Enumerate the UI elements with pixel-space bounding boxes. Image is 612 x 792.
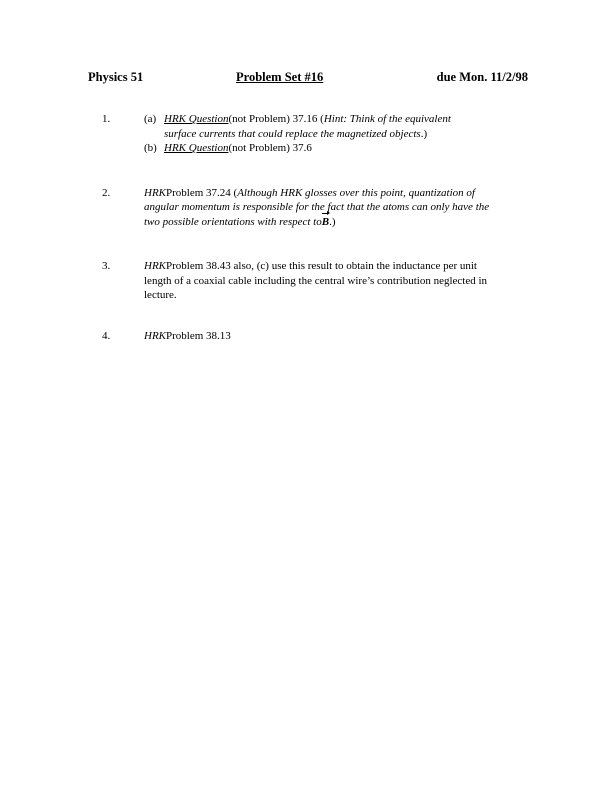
item-line-3	[144, 215, 536, 230]
item-body	[144, 329, 536, 344]
hint-label: Hint: Think of the equivalent	[323, 113, 451, 125]
due-date: due Mon. 11/2/98	[436, 70, 528, 84]
sub-label-b: (b)	[144, 142, 157, 154]
list-item	[88, 186, 536, 230]
note-closing: .)	[329, 215, 336, 228]
magnetic-field-vector-symbol: B	[322, 215, 329, 230]
sub-a-text: (not Problem) 37.16 (	[228, 113, 324, 125]
problem-text-1: Problem 38.43 also, (c) use this result to obtain the inductance per unit	[166, 260, 477, 272]
problem-text-3: lecture.	[144, 289, 177, 301]
item-number: 1.	[102, 113, 111, 125]
item-line-2	[144, 200, 536, 215]
hint-continuation: surface currents that could replace the magnetized objects	[164, 127, 421, 140]
note-line-1: Although HRK glosses over this point, quantization of	[237, 186, 475, 199]
source-label: HRK	[144, 186, 166, 199]
source-label-b: HRK Question	[164, 142, 229, 154]
item-number: 2.	[102, 186, 111, 199]
sub-b-text: (not Problem) 37.6	[228, 142, 312, 154]
problem-list	[88, 112, 536, 369]
note-line-2: angular momentum is responsible for the fact that the atoms can only have the	[144, 201, 490, 213]
item-sub-a-cont	[144, 127, 536, 142]
item-line-1	[144, 186, 536, 201]
source-label: HRK	[144, 329, 166, 342]
list-item	[88, 259, 536, 303]
document-header	[88, 70, 528, 88]
item-line-2	[144, 274, 536, 289]
item-body	[144, 259, 536, 303]
list-item	[88, 329, 536, 344]
source-label: HRK	[144, 260, 166, 272]
sub-label-a: (a)	[144, 113, 157, 125]
item-sub-b	[144, 141, 536, 156]
item-line-1	[144, 259, 536, 274]
item-line-1	[144, 329, 536, 344]
course-name: Physics 51	[88, 70, 144, 84]
problem-text: Problem 38.13	[166, 329, 231, 342]
item-sub-a	[144, 112, 536, 127]
item-body	[144, 112, 536, 156]
item-number: 4.	[102, 329, 111, 342]
item-body	[144, 186, 536, 230]
note-line-3: two possible orientations with respect to	[144, 215, 322, 228]
item-number: 3.	[102, 260, 111, 272]
problem-ref: Problem 37.24 (	[166, 186, 238, 199]
list-item	[88, 112, 536, 156]
source-label-a: HRK Question	[164, 113, 229, 125]
problem-text-2: length of a coaxial cable including the central wire’s contribution neglected in	[144, 274, 488, 287]
sub-a-closing: .)	[420, 127, 428, 140]
item-line-3	[144, 288, 536, 303]
vector-arrow-icon	[327, 211, 330, 215]
page-title: Problem Set #16	[236, 70, 324, 84]
